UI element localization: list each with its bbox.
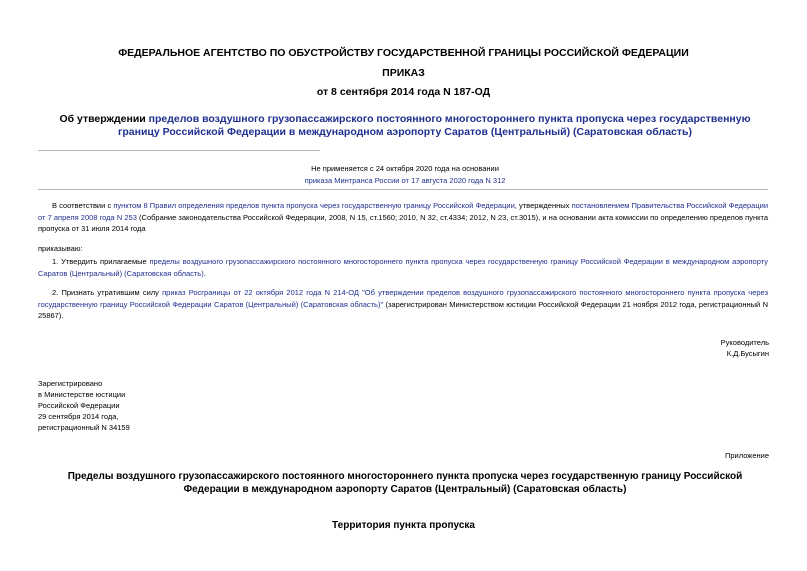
item1-text-2: . <box>203 268 206 278</box>
repealed-order-link[interactable]: приказ Росграницы от 22 октября 2012 года N 214-ОД "Об утверждении пределов воздушного грузопассажирского постоянного многостороннего пункта пропуска через государственную границу Российской Федерации Саратов (Центральный) (Саратовская область)" <box>38 288 769 309</box>
government-decree-link[interactable]: постановлением Правительства Российской Федерации от 7 апреля 2008 года N 253 <box>38 201 769 222</box>
registration-line-2: в Министерстве юстиции <box>38 390 126 399</box>
registration-line-4: 29 сентября 2014 года, <box>38 412 119 421</box>
document-title <box>50 113 760 139</box>
signatory-position: Руководитель <box>720 338 769 347</box>
item2-text-1: 2. Признать утратившим силу <box>52 288 163 297</box>
registration-line-3: Российской Федерации <box>38 401 120 410</box>
agency-heading: ФЕДЕРАЛЬНОЕ АГЕНТСТВО ПО ОБУСТРОЙСТВУ ГОСУДАРСТВЕННОЙ ГРАНИЦЫ РОССИЙСКОЙ ФЕДЕРАЦИИ <box>118 47 689 59</box>
status-note <box>260 163 550 187</box>
limits-link[interactable]: пределы воздушного грузопассажирского постоянного многостороннего пункта пропуска через государственную границу Российской Федерации в международном аэропорту Саратов (Центральный) (Саратовская область) <box>38 257 768 278</box>
item1-text-1: 1. Утвердить прилагаемые <box>52 257 150 266</box>
registration-block <box>38 378 130 433</box>
body-paragraph-item-2 <box>38 287 768 322</box>
status-note-text: Не применяется с 24 октября 2020 года на основании <box>311 164 499 173</box>
appendix-label: Приложение <box>725 451 769 460</box>
body-paragraph-item-1 <box>38 256 768 279</box>
registration-line-5: регистрационный N 34159 <box>38 423 130 432</box>
p1-text-1: В соответствии с <box>52 201 114 210</box>
divider-long <box>38 189 768 190</box>
title-link[interactable]: пределов воздушного грузопассажирского постоянного многостороннего пункта пропуска через государственную границу Российской Федерации в международном аэропорту Саратов (Центральный) (Саратовская область) <box>118 113 751 138</box>
body-paragraph-1 <box>38 200 768 235</box>
registration-line-1: Зарегистрировано <box>38 379 103 388</box>
document-type: ПРИКАЗ <box>382 67 425 79</box>
appendix-title: Пределы воздушного грузопассажирского постоянного многостороннего пункта пропуска через государственную границу Российской Федерации в международном аэропорту Саратов (Центральный) (Саратовская область) <box>67 471 743 495</box>
p1-text-2: , утвержденных <box>514 201 572 210</box>
item2-text-2: (зарегистрирован Министерством юстиции Российской Федерации 21 ноября 2012 года, регистрационный N 25867). <box>38 299 768 320</box>
section-heading: Территория пункта пропуска <box>332 520 475 531</box>
status-note-link[interactable]: приказа Минтранса России от 17 августа 2020 года N 312 <box>304 176 506 185</box>
signature-block <box>721 337 769 359</box>
p1-text-3: (Собрание законодательства Российской Федерации, 2008, N 15, ст.1560; 2010, N 32, ст.4334; 2012, N 23, ст.3015), и на основании акта комиссии по определению пределов пункта пропуска от 31 июля 2014 года <box>38 212 768 233</box>
rules-link[interactable]: пунктом 8 Правил определения пределов пункта пропуска через государственную границу Российской Федерации <box>113 201 515 210</box>
title-prefix: Об утверждении <box>59 113 149 125</box>
document-date-number: от 8 сентября 2014 года N 187-ОД <box>316 86 491 98</box>
divider-short <box>38 150 320 151</box>
signatory-name: К.Д.Бусыгин <box>726 349 769 358</box>
body-paragraph-order: приказываю: <box>38 244 83 253</box>
